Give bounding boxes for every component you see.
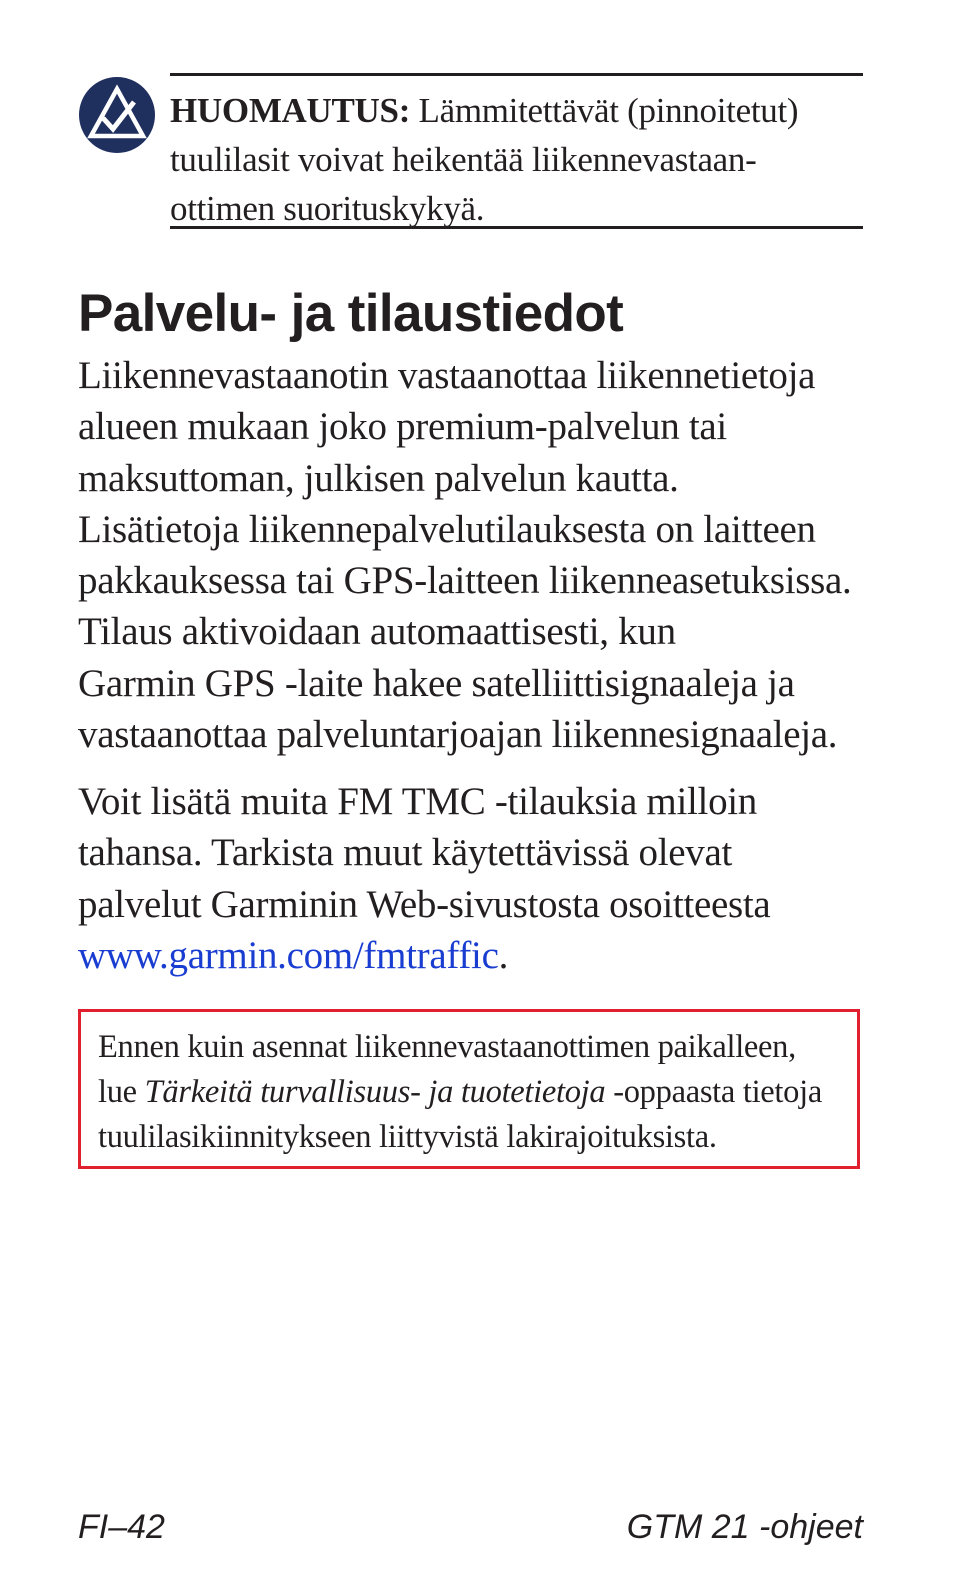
- note-box: [170, 73, 863, 229]
- para1-line: Lisätietoja liikennepalvelutilauksesta on laitteen: [78, 507, 816, 551]
- warning-line-2-suffix: -oppaasta tietoja: [605, 1074, 822, 1110]
- warning-text: [98, 1025, 858, 1160]
- para2-line: tahansa. Tarkista muut käytettävissä olevat: [78, 831, 733, 875]
- para1-line: Garmin GPS -laite hakee satelliittisignaaleja ja: [78, 661, 795, 705]
- note-line-3: ottimen suorituskykyä.: [170, 189, 485, 228]
- warning-guide-title: Tärkeitä turvallisuus- ja tuotetietoja: [144, 1074, 606, 1110]
- paragraph-service-info: [78, 350, 878, 760]
- warning-box: [78, 1009, 860, 1169]
- para1-line: Tilaus aktivoidaan automaattisesti, kun: [78, 610, 676, 654]
- page-number: FI–42: [78, 1508, 165, 1546]
- para2-line: palvelut Garminin Web-sivustosta osoitteesta: [78, 882, 771, 926]
- note-line-1: Lämmitettävät (pinnoitetut): [418, 91, 799, 130]
- para1-line: vastaanottaa palveluntarjoajan liikennesignaaleja.: [78, 713, 838, 757]
- para1-line: Liikennevastaanotin vastaanottaa liikennetietoja: [78, 354, 816, 397]
- paragraph-additional-subscriptions: [78, 776, 878, 981]
- warning-line-1: Ennen kuin asennat liikennevastaanottimen paikalleen,: [98, 1029, 796, 1065]
- para2-line: Voit lisätä muita FM TMC -tilauksia milloin: [78, 780, 758, 823]
- section-title: Palvelu- ja tilaustiedot: [78, 284, 624, 343]
- para1-line: maksuttoman, julkisen palvelun kautta.: [78, 456, 679, 500]
- manual-title: GTM 21 -ohjeet: [626, 1508, 863, 1546]
- note-line-2: tuulilasit voivat heikentää liikennevastaan-: [170, 140, 757, 179]
- link-suffix: .: [498, 933, 509, 977]
- para1-line: pakkauksessa tai GPS-laitteen liikenneasetuksissa.: [78, 559, 852, 603]
- warning-line-3: tuulilasikiinnitykseen liittyvistä lakirajoituksista.: [98, 1119, 717, 1155]
- para1-line: alueen mukaan joko premium-palvelun tai: [78, 405, 727, 449]
- garmin-fmtraffic-link[interactable]: www.garmin.com/fmtraffic: [78, 933, 499, 977]
- note-label: HUOMAUTUS:: [170, 91, 411, 130]
- note-check-icon: [78, 76, 156, 154]
- warning-line-2-prefix: lue: [98, 1074, 145, 1110]
- note-text: [170, 86, 863, 233]
